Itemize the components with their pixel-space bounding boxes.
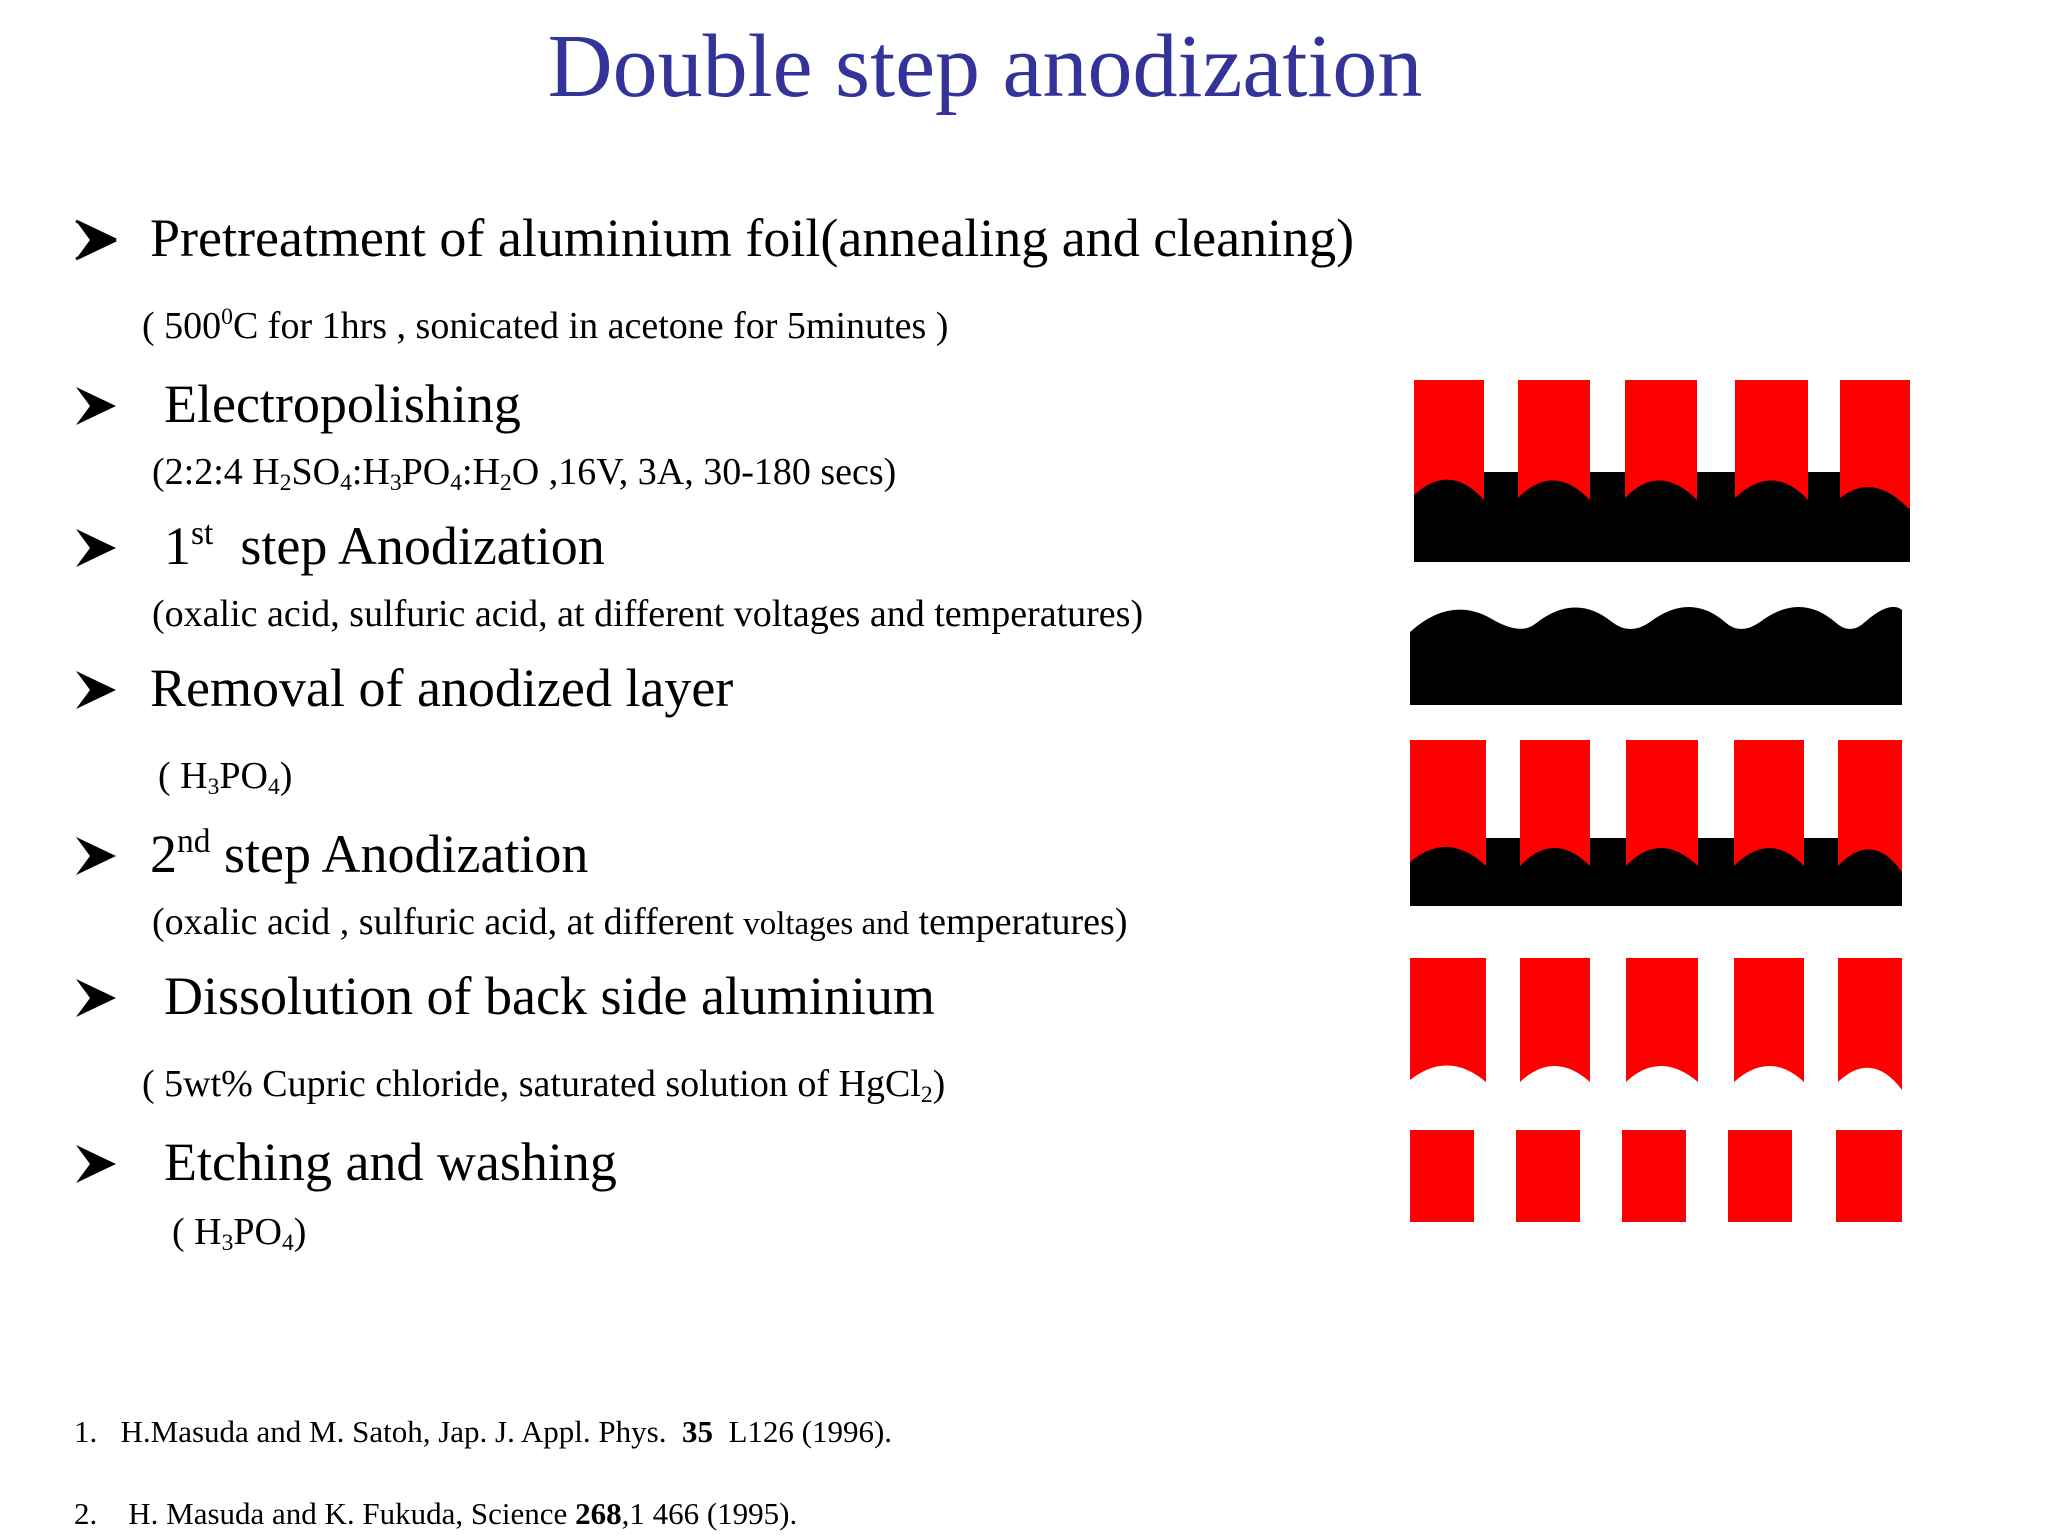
reference-item: 1. H.Masuda and M. Satoh, Jap. J. Appl. Phys. 35 L126 (1996). bbox=[74, 1414, 893, 1449]
arrowhead-bullet-icon bbox=[74, 976, 118, 1020]
step-electropolishing-label: Electropolishing bbox=[164, 374, 521, 434]
step-dissolution-detail: ( 5wt% Cupric chloride, saturated solution of HgCl$_2$) bbox=[142, 1063, 946, 1108]
diagram-removal-stage bbox=[1410, 607, 1902, 705]
diagram-first-anodization-stage bbox=[1414, 380, 1910, 562]
membrane-column bbox=[1836, 1130, 1902, 1222]
arrowhead-bullet-icon bbox=[74, 384, 118, 428]
membrane-column bbox=[1410, 1130, 1474, 1222]
free-oxide-membrane bbox=[1410, 958, 1902, 1090]
step-pretreatment-detail: ( $500^0C$ for 1hrs , sonicated in acetone for 5minutes ) bbox=[142, 303, 949, 347]
membrane-column bbox=[1516, 1130, 1580, 1222]
diagram-dissolution-stage bbox=[1410, 958, 1902, 1090]
process-diagram bbox=[1390, 360, 1930, 1240]
diagram-etching-stage bbox=[1410, 1130, 1902, 1222]
textured-aluminium bbox=[1410, 607, 1902, 705]
membrane-column bbox=[1728, 1130, 1792, 1222]
step-etching-detail: ( $H_3PO_4$) bbox=[172, 1211, 307, 1256]
reference-item: 2. H. Masuda and K. Fukuda, Science 268,1 466 (1995). bbox=[74, 1496, 798, 1531]
arrowhead-bullet-icon bbox=[74, 526, 118, 570]
aluminium-substrate bbox=[1414, 472, 1910, 562]
arrowhead-bullet-icon bbox=[74, 668, 118, 712]
slide-title: Double step anodization bbox=[547, 17, 1423, 116]
diagram-second-anodization-stage bbox=[1410, 740, 1902, 906]
step-first-anodization-label: 1st step Anodization bbox=[164, 514, 605, 576]
step-etching-label: Etching and washing bbox=[164, 1132, 617, 1192]
step-dissolution-label: Dissolution of back side aluminium bbox=[164, 966, 935, 1026]
arrowhead-bullet-icon bbox=[74, 1142, 118, 1186]
step-electropolishing-detail: (2:2:4 $H_2SO_4:H_3PO_4:H_2O$ ,16V, 3A, 30-180 secs) bbox=[152, 451, 897, 496]
membrane-column bbox=[1622, 1130, 1686, 1222]
arrowhead-bullet-icon bbox=[74, 834, 118, 878]
step-removal-label: Removal of anodized layer bbox=[150, 658, 734, 718]
step-first-anodization-detail: (oxalic acid, sulfuric acid, at different voltages and temperatures) bbox=[152, 593, 1144, 635]
step-removal-detail: ( $H_3PO_4$) bbox=[158, 755, 293, 800]
step-pretreatment-label: Pretreatment of aluminium foil(annealing and cleaning) bbox=[150, 208, 1355, 268]
step-second-anodization-detail: (oxalic acid , sulfuric acid, at different voltages and temperatures) bbox=[152, 901, 1128, 943]
arrowhead-bullet-icon bbox=[74, 218, 118, 262]
step-second-anodization-label: 2nd step Anodization bbox=[150, 822, 589, 884]
